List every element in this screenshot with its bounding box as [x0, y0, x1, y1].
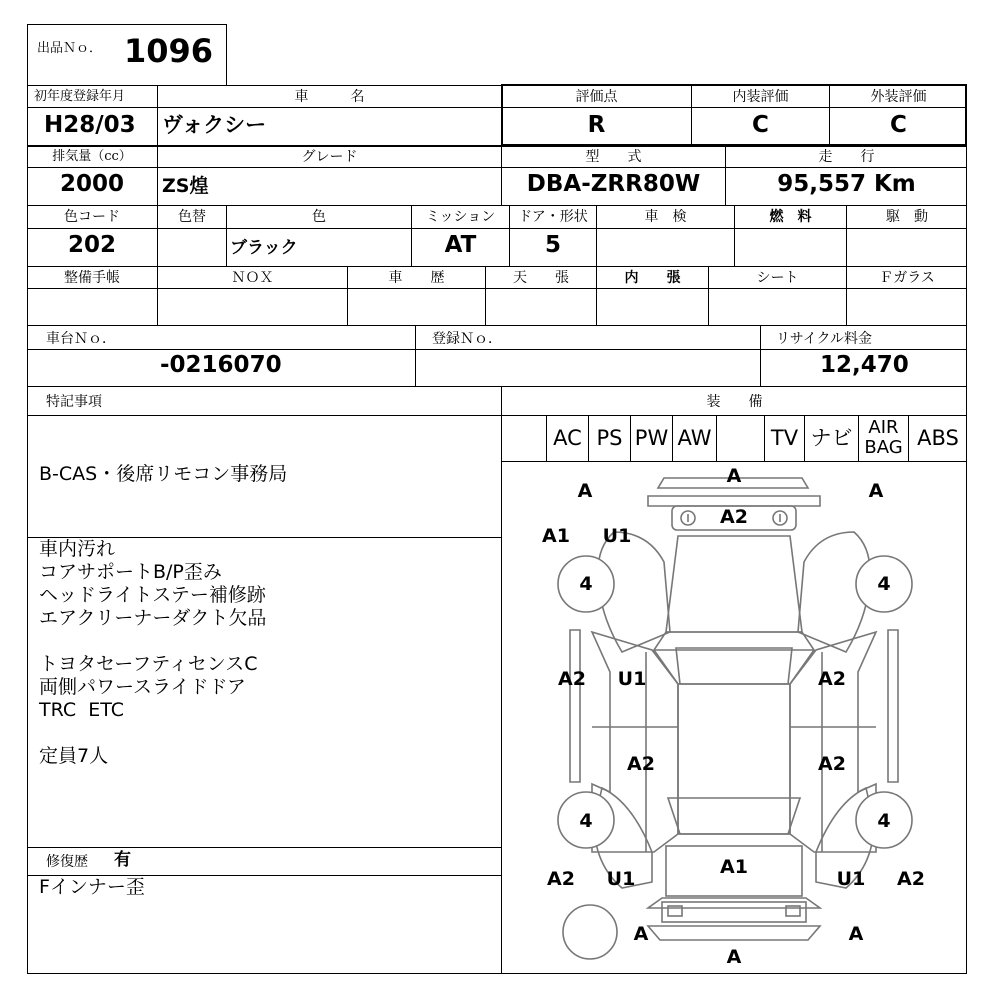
damage-mark: A2 — [818, 668, 846, 690]
damage-mark: 4 — [877, 573, 891, 595]
damage-mark: A — [868, 480, 884, 502]
mileage-label: 走 行 — [818, 149, 875, 165]
color-code-label: 色コード — [64, 209, 120, 225]
equipment-label: 装 備 — [706, 394, 763, 410]
damage-mark: A — [726, 465, 742, 487]
score-value: R — [587, 112, 606, 138]
model-code-value: DBA-ZRR80W — [526, 171, 701, 197]
damage-mark: A2 — [547, 868, 575, 890]
repair-history-note: Fインナー歪 — [39, 876, 145, 898]
first-registration-value: H28/03 — [44, 112, 136, 138]
damage-mark: A2 — [897, 868, 925, 890]
rule — [27, 386, 967, 387]
first-registration-label: 初年度登録年月 — [34, 89, 126, 104]
damage-mark: A — [848, 923, 864, 945]
rule — [27, 288, 967, 289]
lot-number-label: 出品Ｎｏ． — [37, 41, 103, 56]
equipment-abs: ABS — [917, 426, 959, 450]
rule — [27, 167, 967, 168]
rule — [27, 349, 967, 350]
seat-label: シート — [756, 270, 799, 286]
rule — [27, 325, 967, 326]
door-type-value: 5 — [544, 232, 561, 258]
equipment-ps: PS — [596, 426, 623, 450]
damage-mark: A2 — [720, 506, 748, 528]
rule — [27, 228, 967, 229]
repaint-label: 色替 — [178, 209, 206, 225]
equipment-aw: AW — [677, 426, 712, 450]
rule — [415, 325, 416, 386]
rule — [760, 325, 761, 386]
special-notes-label: 特記事項 — [46, 394, 102, 410]
rule — [716, 415, 717, 461]
damage-mark: A1 — [542, 525, 570, 547]
interior-grade-value: C — [752, 112, 769, 138]
score-label: 評価点 — [575, 89, 618, 105]
rule — [27, 415, 967, 416]
lot-number-value: 1096 — [124, 32, 214, 70]
damage-mark: 4 — [579, 573, 593, 595]
interior-grade-label: 内装評価 — [732, 89, 789, 105]
displacement-value: 2000 — [59, 171, 124, 197]
equipment-tv: TV — [770, 426, 799, 450]
model-code-label: 型 式 — [585, 149, 642, 165]
nox-label: ＮＯＸ — [231, 270, 274, 286]
damage-mark: U1 — [602, 525, 632, 547]
color-value: ブラック — [230, 238, 298, 258]
mileage-value: 95,557 Km — [777, 171, 916, 197]
equipment-ac: AC — [553, 426, 582, 450]
displacement-label: 排気量（cc） — [52, 149, 132, 164]
recycle-fee-value: 12,470 — [820, 352, 909, 378]
damage-mark: A2 — [558, 668, 586, 690]
damage-mark: 4 — [579, 810, 593, 832]
damage-mark: A — [726, 946, 742, 968]
equipment-navi: ナビ — [810, 426, 853, 450]
headliner-label: 天 張 — [513, 270, 569, 286]
damage-mark: U1 — [617, 668, 647, 690]
exterior-grade-value: C — [890, 112, 907, 138]
drive-label: 駆 動 — [886, 209, 928, 225]
rule — [27, 266, 967, 267]
equipment-airbag: AIR BAG — [864, 417, 903, 458]
grade-value: ZS煌 — [162, 175, 209, 197]
car-name-label: 車 名 — [294, 89, 365, 105]
chassis-number-label: 車台Ｎｏ． — [46, 331, 116, 347]
damage-mark: A2 — [627, 753, 655, 775]
mission-value: AT — [444, 232, 477, 258]
repair-history-label: 修復歴 — [46, 854, 88, 870]
fuel-label: 燃 料 — [769, 209, 812, 225]
vehicle-history-label: 車 歴 — [388, 270, 445, 286]
damage-mark: 4 — [877, 810, 891, 832]
repair-history-value: 有 — [114, 850, 131, 870]
special-notes-line1: B-CAS・後席リモコン事務局 — [39, 463, 288, 485]
rule — [27, 205, 967, 206]
damage-mark: U1 — [836, 868, 866, 890]
recycle-fee-label: リサイクル料金 — [776, 331, 873, 347]
color-code-value: 202 — [67, 232, 116, 258]
service-book-label: 整備手帳 — [64, 270, 120, 286]
interior-panel-label: 内 張 — [624, 270, 681, 286]
registration-number-label: 登録Ｎｏ． — [432, 331, 502, 347]
mission-label: ミッション — [425, 209, 496, 225]
damage-mark: A — [577, 480, 593, 502]
damage-mark: A — [633, 923, 649, 945]
chassis-number-value: -0216070 — [160, 352, 282, 378]
car-name-value: ヴォクシー — [162, 113, 267, 137]
front-glass-label: Ｆガラス — [879, 270, 935, 286]
exterior-grade-label: 外装評価 — [870, 89, 927, 105]
grade-label: グレード — [301, 149, 358, 165]
damage-mark: U1 — [606, 868, 636, 890]
rule — [27, 847, 501, 848]
special-notes-body: 車内汚れ コアサポートB/P歪み ヘッドライトステー補修跡 エアクリーナーダクト欠品 トヨタセーフティセンスC 両側パワースライドドア TRC ETC 定員7人 — [39, 538, 267, 767]
damage-mark: A1 — [720, 856, 748, 878]
equipment-pw: PW — [634, 426, 669, 450]
damage-mark: A2 — [818, 753, 846, 775]
door-type-label: ドア・形状 — [518, 209, 588, 225]
inspection-label: 車 検 — [644, 209, 687, 225]
color-label: 色 — [312, 209, 326, 225]
